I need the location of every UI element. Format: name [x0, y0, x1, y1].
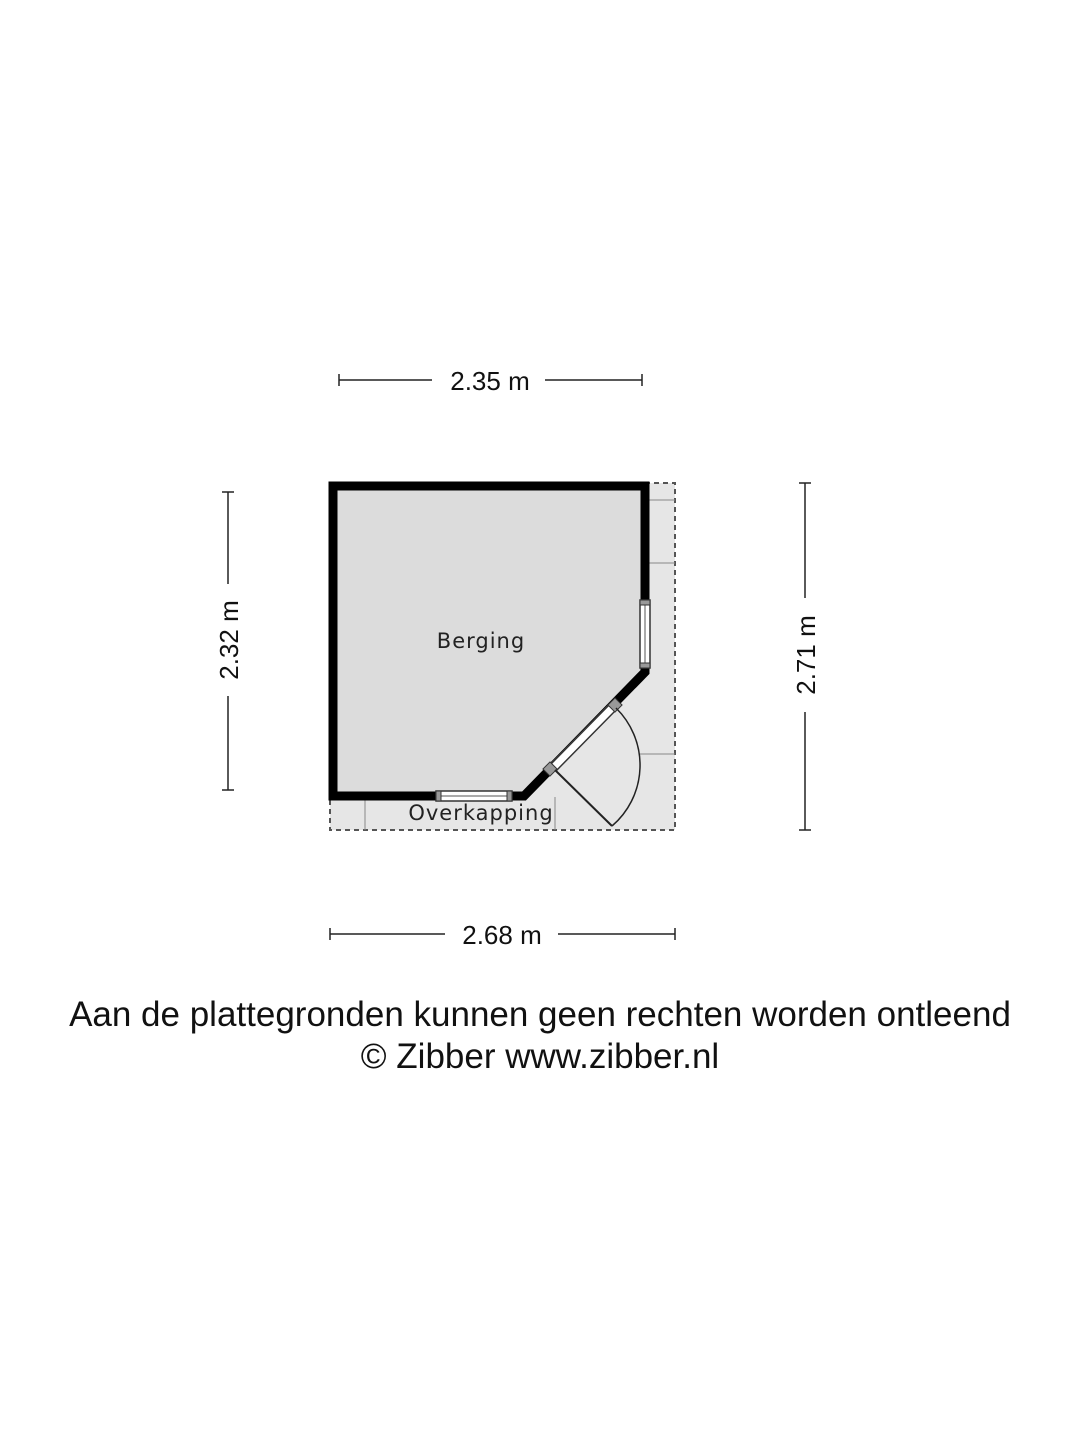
- dimension-left-label: 2.32 m: [214, 600, 244, 680]
- dimension-top-label: 2.35 m: [450, 366, 530, 396]
- copyright-text: © Zibber www.zibber.nl: [360, 1037, 720, 1076]
- dimension-bottom-label: 2.68 m: [462, 920, 542, 950]
- dimension-bottom: [330, 920, 675, 950]
- window-right: [640, 600, 650, 668]
- dimension-right: [791, 483, 821, 830]
- dimension-right-label: 2.71 m: [791, 615, 821, 695]
- window-bottom: [436, 791, 512, 801]
- room-label-overkapping: Overkapping: [408, 801, 554, 825]
- disclaimer-text: Aan de plattegronden kunnen geen rechten worden ontleend: [69, 995, 1011, 1034]
- room-label-berging: Berging: [436, 629, 526, 653]
- dimension-top: [339, 366, 642, 396]
- dimension-left: [214, 492, 244, 790]
